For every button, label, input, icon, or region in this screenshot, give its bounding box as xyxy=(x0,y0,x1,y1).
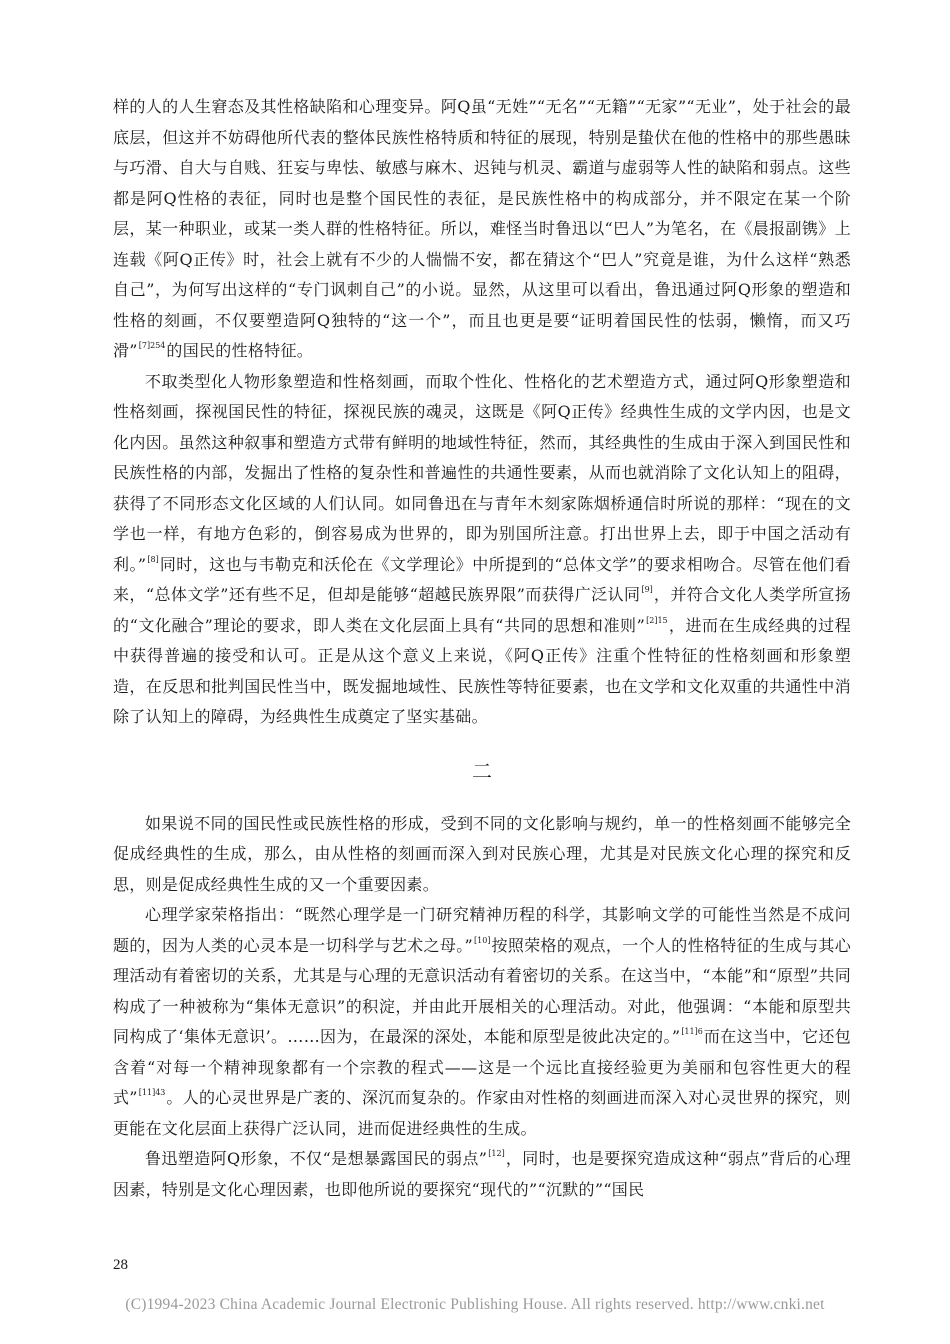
section-two-text xyxy=(113,809,851,1206)
section-number: 二 xyxy=(472,758,492,783)
page-number: 28 xyxy=(113,1257,128,1273)
paragraph-text: 的国民的性格特征。 xyxy=(166,341,314,360)
citation-marker: [7]254 xyxy=(138,341,166,350)
paragraph-text: ，进而在生成经典的过程中获得普遍的接受和认可。正是从这个意义上来说，《阿Q正传》注重个性特征的性格刻画和形象塑造，在反思和批判国民性当中，既发掘地域性、民族性等特征要素，也在文学和文化双重的共通性中消除了认知上的障碍，为经典性生成奠定了坚实基础。 xyxy=(113,615,851,726)
citation-marker: [2]15 xyxy=(646,615,668,625)
paragraph-text: 如果说不同的国民性或民族性格的形成，受到不同的文化影响与规约，单一的性格刻画不能够完全促成经典性的生成，那么，由从性格的刻画而深入到对民族心理，尤其是对民族文化心理的探究和反思，则是促成经典性生成的又一个重要因素。 xyxy=(113,813,851,894)
paragraph-text: 样的人的人生窘态及其性格缺陷和心理变异。阿Q虽“无姓”“无名”“无籍”“无家”“无业”，处于社会的最底层，但这并不妨碍他所代表的整体民族性格特质和特征的展现，特别是蛰伏在他的性格中的那些愚昧与巧滑、自大与自贱、狂妄与卑怯、敏感与麻木、迟钝与机灵、霸道与虚弱等人性的缺陷和弱点。这些都是阿Q性格的表征，同时也是整个国民性的表征，是民族性格中的构成部分，并不限定在某一个阶层，某一种职业，或某一类人群的性格特征。所以，难怪当时鲁迅以“巴人”为笔名，在《晨报副镌》上连载《阿Q正传》时，社会上就有不少的人惴惴不安，都在猜这个“巴人”究竟是谁，为什么这样“熟悉自己”，为何写出这样的“专门讽刺自己”的小说。显然，从这里可以看出，鲁迅通过阿Q形象的塑造和性格的刻画，不仅要塑造阿Q独特的“这一个”，而且也更是要“证明着国民性的怯弱，懒惰，而又巧滑” xyxy=(113,97,851,360)
section-heading xyxy=(113,751,851,791)
paragraph-text: 鲁迅塑造阿Q形象，不仅“是想暴露国民的弱点” xyxy=(145,1149,488,1168)
paragraph-text: 按照荣格的观点，一个人的性格特征的生成与其心理活动有着密切的关系，尤其是与心理的无意识活动有着密切的关系。在这当中，“本能”和“原型”共同构成了一种被称为“集体无意识”的积淀，并由此开展相关的心理活动。对此，他强调：“本能和原型共同构成了‘集体无意识’。……因为，在最深的深处，本能和原型是彼此决定的。” xyxy=(113,935,851,1046)
citation-marker: [12] xyxy=(488,1149,505,1158)
section-one-text xyxy=(113,92,851,733)
paragraph-text: 。人的心灵世界是广袤的、深沉而复杂的。作家由对性格的刻画进而深入对心灵世界的探究，则更能在文化层面上获得广泛认同，进而促进经典性的生成。 xyxy=(113,1088,851,1138)
paragraph-text: ，同时，也是要探究造成这种“弱点”背后的心理因素，特别是文化心理因素，也即他所说的要探究“现代的”“沉默的”“国民 xyxy=(113,1149,851,1199)
paragraph-p1 xyxy=(113,92,851,367)
paragraph-text: 而在这当中，它还包含着“对每一个精神现象都有一个宗教的程式——这是一个远比直接经验更为美丽和包容性更大的程式” xyxy=(113,1027,852,1107)
citation-marker: [9] xyxy=(641,585,653,594)
citation-marker: [8] xyxy=(147,554,159,564)
paragraph-text: 同时，这也与韦勒克和沃伦在《文学理论》中所提到的“总体文学”的要求相吻合。尽管在他们看来，“总体文学”还有些不足，但却是能够“超越民族界限”而获得广泛认同 xyxy=(113,554,851,604)
article-body xyxy=(113,92,851,1205)
paragraph-text: 心理学家荣格指出：“既然心理学是一门研究精神历程的科学，其影响文学的可能性当然是不成问题的，因为人类的心灵本是一切科学与艺术之母。” xyxy=(113,905,851,955)
paragraph-text: 不取类型化人物形象塑造和性格刻画，而取个性化、性格化的艺术塑造方式，通过阿Q形象塑造和性格刻画，探视国民性的特征，探视民族的魂灵，这既是《阿Q正传》经典性生成的文学内因，也是文化内因。虽然这种叙事和塑造方式带有鲜明的地域性特征，然而，其经典性的生成由于深入到国民性和民族性格的内部，发掘出了性格的复杂性和普遍性的共通性要素，从而也就消除了文化认知上的阻碍，获得了不同形态文化区域的人们认同。如同鲁迅在与青年木刻家陈烟桥通信时所说的那样：“现在的文学也一样，有地方色彩的，倒容易成为世界的，即为别国所注意。打出世界上去，即于中国之活动有利。” xyxy=(113,371,851,574)
paragraph-p2 xyxy=(113,367,851,733)
citation-marker: [11]6 xyxy=(681,1027,703,1036)
paragraph-p5 xyxy=(113,1144,851,1205)
citation-marker: [10] xyxy=(474,935,491,945)
copyright-footer: (C)1994-2023 China Academic Journal Electronic Publishing House. All rights reserved. http://www.cnki.net xyxy=(125,1296,825,1313)
paragraph-text: ，并符合文化人类学所宣扬的“文化融合”理论的要求，即人类在文化层面上具有“共同的思想和准则” xyxy=(113,585,851,635)
paragraph-p3 xyxy=(113,809,851,901)
paragraph-p4 xyxy=(113,900,851,1144)
citation-marker: [11]43 xyxy=(138,1088,166,1097)
